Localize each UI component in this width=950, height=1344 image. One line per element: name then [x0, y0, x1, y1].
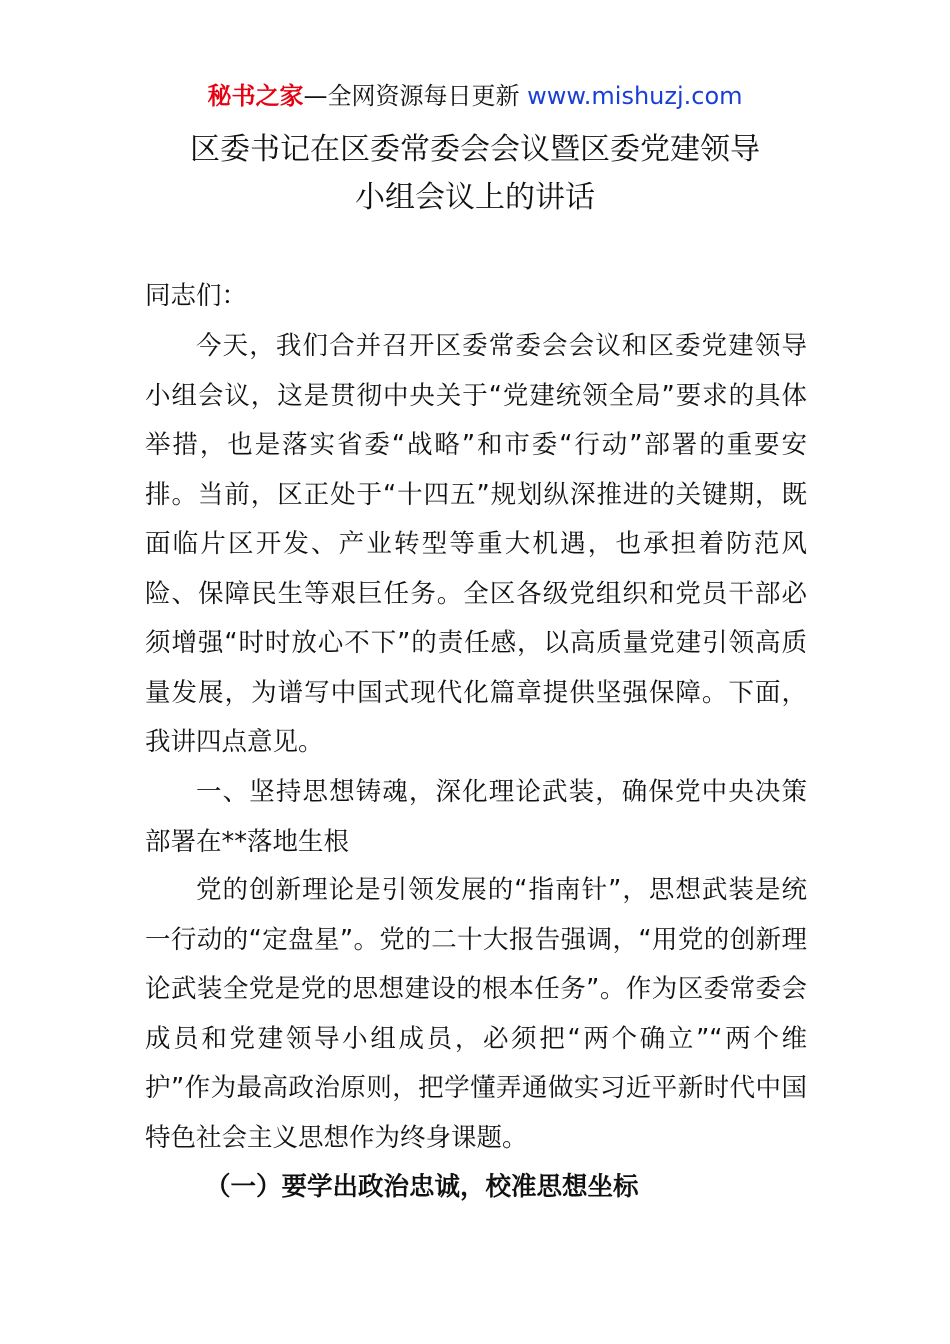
subheading-1: （一）要学出政治忠诚，校准思想坐标: [205, 1172, 639, 1202]
site-url[interactable]: www.mishuzj.com: [527, 82, 743, 110]
paragraph-section-1: 党的创新理论是引领发展的“指南针”，思想武装是统一行动的“定盘星”。党的二十大报告强调，“用党的创新理论武装全党是党的思想建设的根本任务”。作为区委常委会成员和党建领导小组成员，必须把“两个确立”“两个维护”作为最高政治原则，把学懂弄通做实习近平新时代中国特色社会主义思想作为终身课题。: [145, 875, 807, 1153]
section-heading-1: 一、坚持思想铸魂，深化理论武装，确保党中央决策部署在**落地生根: [145, 777, 807, 857]
paragraph-intro: 今天，我们合并召开区委常委会会议和区委党建领导小组会议，这是贯彻中央关于“党建统领全局”要求的具体举措，也是落实省委“战略”和市委“行动”部署的重要安排。当前，区正处于“十四五”规划纵深推进的关键期，既面临片区开发、产业转型等重大机遇，也承担着防范风险、保障民生等艰巨任务。全区各级党组织和党员干部必须增强“时时放心不下”的责任感，以高质量党建引领高质量发展，为谱写中国式现代化篇章提供坚强保障。下面，我讲四点意见。: [145, 331, 807, 757]
header-tagline: —全网资源每日更新: [303, 82, 528, 110]
site-header: [0, 78, 950, 114]
document-title-line-2: 小组会议上的讲话: [355, 180, 595, 215]
brand-name: 秘书之家: [207, 82, 304, 110]
document-title-line-1: 区委书记在区委常委会会议暨区委党建领导: [190, 132, 760, 167]
salutation: 同志们：: [145, 281, 248, 311]
